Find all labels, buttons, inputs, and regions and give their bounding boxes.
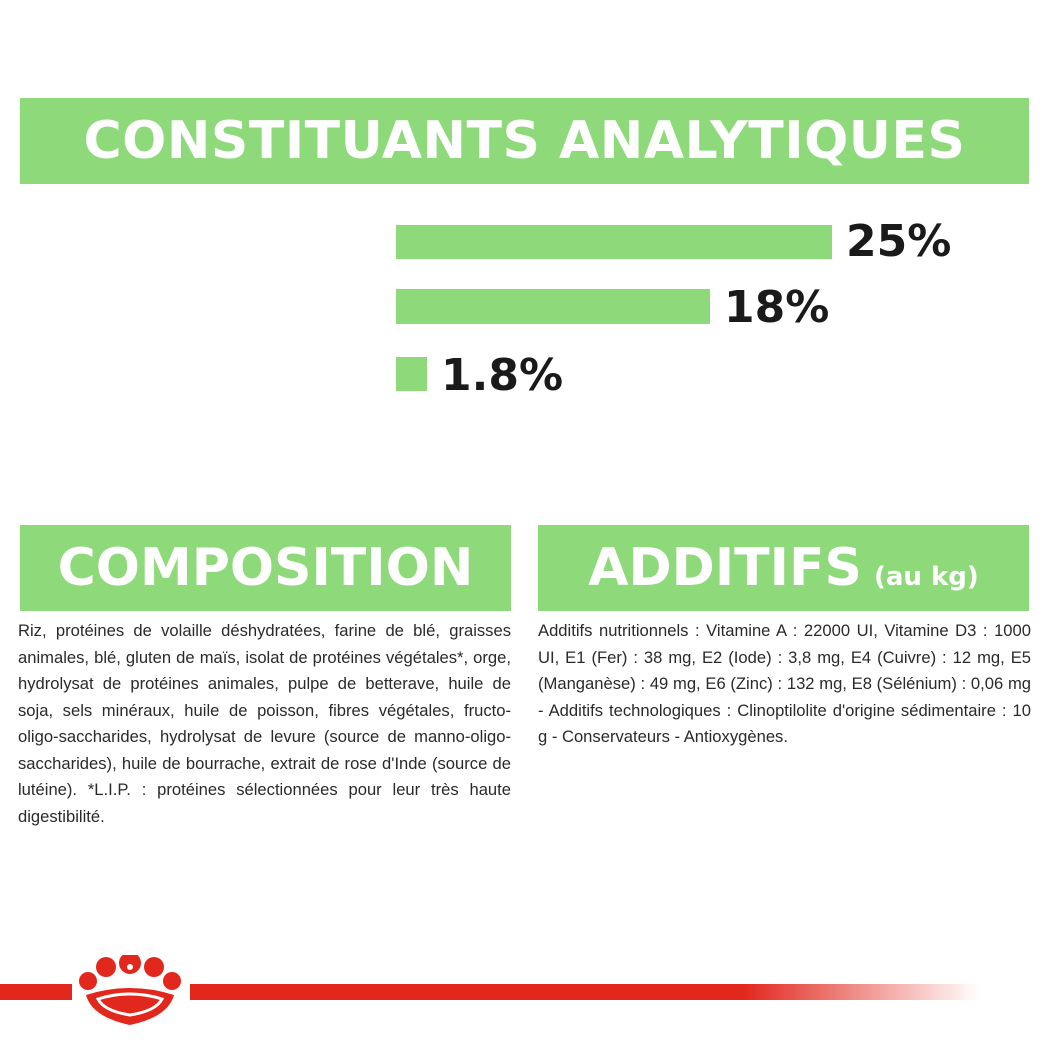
additifs-subtitle: (au kg) <box>873 562 979 592</box>
additifs-title: ADDITIFS <box>588 538 862 598</box>
additifs-banner <box>538 525 1029 611</box>
royal-canin-crown-icon <box>76 955 184 1031</box>
analytics-banner <box>20 98 1029 184</box>
row-value: 25% <box>846 216 952 267</box>
analytics-title: CONSTITUANTS ANALYTIQUES <box>83 111 966 171</box>
composition-title: COMPOSITION <box>57 538 474 598</box>
row-bar <box>396 289 710 324</box>
additifs-text: Additifs nutritionnels : Vitamine A : 22000 UI, Vitamine D3 : 1000 UI, E1 (Fer) : 38 mg, E2 (Iode) : 3,8 mg, E4 (Cuivre) : 12 mg, E5 (Manganèse) : 49 mg, E6 (Zinc) : 132 mg, E8 (Sélénium) : 0,06 mg - Additifs technologiques : Clinoptilolite d'origine sédimentaire : 10 g - Conservateurs - Antioxygènes. <box>538 621 1031 746</box>
row-bar <box>396 225 832 259</box>
row-value: 18% <box>724 282 830 333</box>
footer-red-line-right <box>190 984 980 1000</box>
row-bar <box>396 357 427 391</box>
footer-red-line-left <box>0 984 72 1000</box>
row-value: 1.8% <box>441 350 564 401</box>
composition-text: Riz, protéines de volaille déshydratées, farine de blé, graisses animales, blé, gluten de maïs, isolat de protéines végétales*, orge, hydrolysat de protéines animales, pulpe de betterave, huile de soja, sels minéraux, huile de poisson, fibres végétales, fructo-oligo-saccharides, hydrolysat de levure (source de manno-oligo-saccharides), huile de bourrache, extrait de rose d'Inde (source de lutéine). *L.I.P. : protéines sélectionnées pour leur très haute digestibilité. <box>18 621 511 826</box>
composition-banner <box>20 525 511 611</box>
